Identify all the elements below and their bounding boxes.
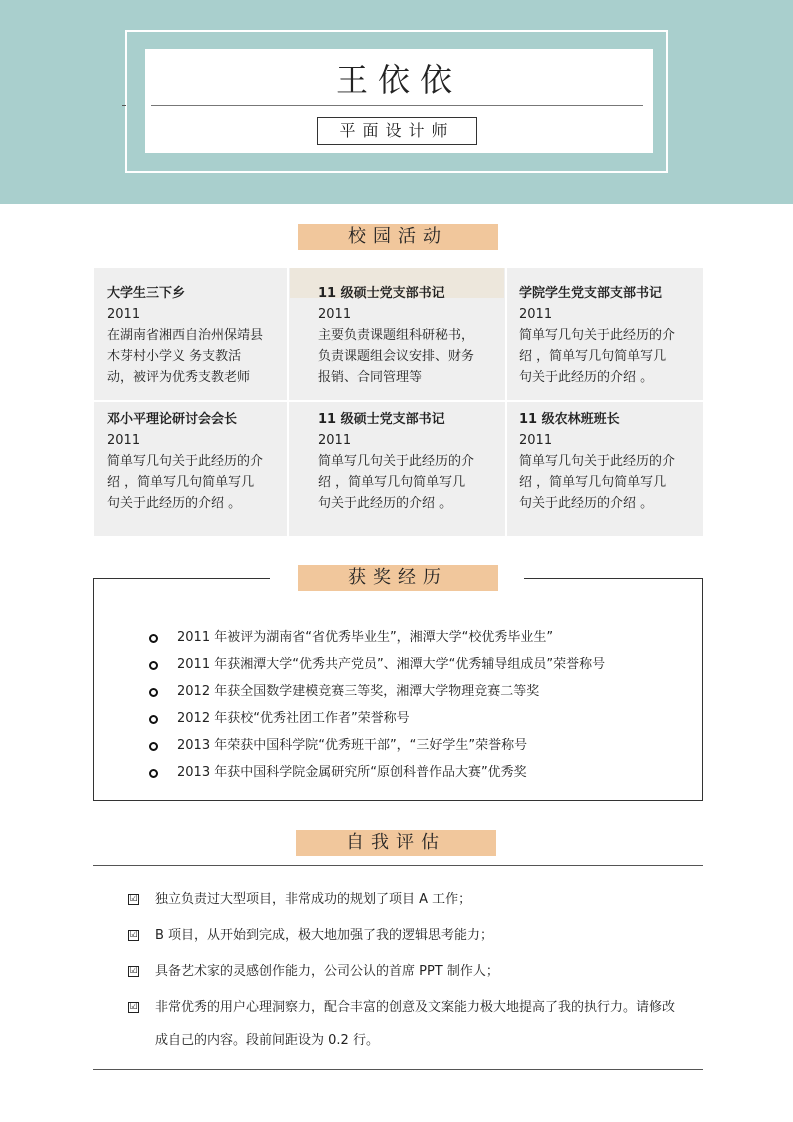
self-eval-item [128, 924, 675, 948]
award-text: 2013 年荣获中国科学院“优秀班干部”，“三好学生”荣誉称号 [177, 738, 528, 753]
grid-divider-v2 [505, 268, 507, 536]
activity-cell [519, 409, 675, 514]
activity-title: 邓小平理论研讨会会长 [107, 412, 238, 427]
circle-bullet-icon [149, 661, 158, 670]
activity-cell [318, 409, 474, 514]
activity-desc-line: 句关于此经历的介绍 。 [519, 370, 654, 385]
award-item [145, 708, 605, 735]
self-eval-item [128, 991, 675, 1057]
decorative-tick [122, 105, 126, 106]
activity-year: 2011 [318, 307, 352, 322]
activity-title: 11 级硕士党支部书记 [318, 412, 445, 427]
activity-title: 11 级农林班班长 [519, 412, 620, 427]
activity-desc-line: 主要负责课题组科研秘书， [318, 328, 475, 343]
award-text: 2012 年获校“优秀社团工作者”荣誉称号 [177, 711, 410, 726]
activity-desc-line: 绍 ，简单写几句简单写几 [318, 475, 466, 490]
name-divider [151, 105, 643, 106]
award-text: 2011 年获湘潭大学“优秀共产党员”、湘潭大学“优秀辅导组成员”荣誉称号 [177, 657, 606, 672]
person-name: 王依依 [335, 61, 462, 99]
job-title: 平面设计师 [317, 117, 477, 145]
activity-desc-line: 动，被评为优秀支教老师 [107, 370, 251, 385]
circle-bullet-icon [149, 688, 158, 697]
activity-desc-line: 在湖南省湘西自治州保靖县 [107, 328, 264, 343]
self-eval-item [128, 888, 675, 912]
activity-cell [107, 409, 263, 514]
circle-bullet-icon [149, 742, 158, 751]
checkbox-checked-icon: ☑ [129, 1002, 138, 1012]
section-title-self-eval: 自我评估 [296, 830, 496, 856]
self-eval-top-rule [93, 865, 703, 866]
activity-desc-line: 句关于此经历的介绍 。 [318, 496, 453, 511]
activity-desc-line: 负责课题组会议安排、财务 [318, 349, 475, 364]
checkbox-checked-icon: ☑ [129, 894, 138, 904]
activity-desc-line: 简单写几句关于此经历的介 [519, 454, 676, 469]
self-eval-text: 非常优秀的用户心理洞察力，配合丰富的创意及文案能力极大地提高了我的执行力。请修改成自己的内容。段前间距设为 0.2 行。 [155, 1000, 676, 1048]
activity-desc-line: 简单写几句关于此经历的介 [519, 328, 676, 343]
circle-bullet-icon [149, 634, 158, 643]
awards-list [145, 627, 605, 789]
self-eval-text: B 项目，从开始到完成，极大地加强了我的逻辑思考能力； [155, 928, 494, 943]
activity-cell [519, 283, 675, 388]
circle-bullet-icon [149, 715, 158, 724]
checkbox-checked-icon: ☑ [129, 966, 138, 976]
activity-desc-line: 报销、合同管理等 [318, 370, 423, 385]
grid-divider-v1 [287, 268, 289, 536]
award-text: 2013 年获中国科学院金属研究所“原创科普作品大赛”优秀奖 [177, 765, 527, 780]
award-item [145, 762, 605, 789]
activity-title: 大学生三下乡 [107, 286, 186, 301]
checkbox-checked-icon: ☑ [129, 930, 138, 940]
activity-desc-line: 简单写几句关于此经历的介 [318, 454, 475, 469]
activity-year: 2011 [519, 307, 553, 322]
activity-desc-line: 简单写几句关于此经历的介 [107, 454, 264, 469]
circle-bullet-icon [149, 769, 158, 778]
activity-title: 11 级硕士党支部书记 [318, 286, 445, 301]
award-text: 2011 年被评为湖南省“省优秀毕业生”，湘潭大学“校优秀毕业生” [177, 630, 554, 645]
award-item [145, 627, 605, 654]
self-evaluation-list [128, 888, 675, 1069]
activity-desc-line: 木芽村小学义 务支教活 [107, 349, 242, 364]
activity-cell [107, 283, 263, 388]
activity-desc-line: 绍 ，简单写几句简单写几 [519, 349, 667, 364]
activity-desc-line: 句关于此经历的介绍 。 [107, 496, 242, 511]
self-eval-item [128, 960, 675, 984]
award-item [145, 735, 605, 762]
activity-desc-line: 句关于此经历的介绍 。 [519, 496, 654, 511]
self-eval-bottom-rule [93, 1069, 703, 1070]
activity-year: 2011 [107, 307, 141, 322]
activity-year: 2011 [519, 433, 553, 448]
activity-title: 学院学生党支部支部书记 [519, 286, 663, 301]
award-item [145, 681, 605, 708]
activity-cell [318, 283, 474, 388]
award-item [145, 654, 605, 681]
self-eval-text: 具备艺术家的灵感创作能力，公司公认的首席 PPT 制作人； [155, 964, 499, 979]
section-title-campus: 校园活动 [298, 224, 498, 250]
self-eval-text: 独立负责过大型项目，非常成功的规划了项目 A 工作； [155, 892, 472, 907]
activity-year: 2011 [318, 433, 352, 448]
award-text: 2012 年获全国数学建模竞赛三等奖，湘潭大学物理竞赛二等奖 [177, 684, 540, 699]
activity-year: 2011 [107, 433, 141, 448]
activity-desc-line: 绍 ，简单写几句简单写几 [107, 475, 255, 490]
section-title-awards: 获奖经历 [298, 565, 498, 591]
activity-desc-line: 绍 ，简单写几句简单写几 [519, 475, 667, 490]
grid-divider-h [94, 400, 703, 402]
